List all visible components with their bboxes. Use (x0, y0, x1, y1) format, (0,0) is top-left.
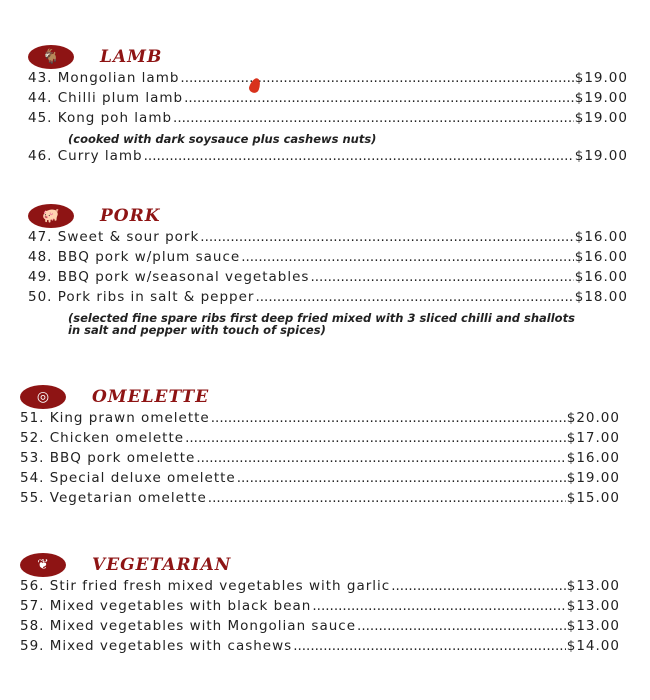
section-header (20, 384, 620, 410)
section-header (20, 552, 620, 578)
menu-item (20, 430, 620, 450)
section-vegetarian (20, 552, 620, 658)
menu-item (20, 618, 620, 638)
vegetable-icon: ❦ (20, 553, 66, 577)
item-name: 53. BBQ pork omelette (20, 450, 196, 466)
item-price: $13.00 (566, 578, 620, 594)
item-name: 59. Mixed vegetables with cashews (20, 638, 293, 654)
item-price: $16.00 (566, 450, 620, 466)
dot-leader (200, 229, 573, 245)
egg-icon: ◎ (20, 385, 66, 409)
menu-item (20, 470, 620, 490)
dot-leader (241, 249, 574, 265)
item-name: 44. Chilli plum lamb (28, 90, 184, 106)
dot-leader (180, 70, 573, 86)
item-price: $13.00 (566, 598, 620, 614)
item-name: 45. Kong poh lamb (28, 110, 173, 126)
item-name: 47. Sweet & sour pork (28, 229, 200, 245)
item-name: 49. BBQ pork w/seasonal vegetables (28, 269, 310, 285)
item-name: 56. Stir fried fresh mixed vegetables with garlic (20, 578, 391, 594)
menu-item (28, 289, 628, 309)
section-header (28, 203, 628, 229)
section-title: LAMB (100, 47, 163, 67)
item-price: $20.00 (566, 410, 620, 426)
menu-item (20, 490, 620, 510)
item-note: (selected fine spare ribs first deep fried mixed with 3 sliced chilli and shallots in salt and pepper with touch of spices) (68, 311, 575, 337)
item-name: 58. Mixed vegetables with Mongolian sauce (20, 618, 357, 634)
dot-leader (208, 490, 566, 506)
item-name: 48. BBQ pork w/plum sauce (28, 249, 241, 265)
item-name: 57. Mixed vegetables with black bean (20, 598, 312, 614)
section-omelette (20, 384, 620, 510)
item-price: $19.00 (574, 110, 628, 126)
item-price: $16.00 (574, 249, 628, 265)
dot-leader (144, 148, 574, 164)
item-price: $18.00 (574, 289, 628, 305)
dot-leader (237, 470, 566, 486)
menu-item (28, 90, 628, 110)
menu-item (28, 70, 628, 90)
item-price: $17.00 (566, 430, 620, 446)
dot-leader (185, 430, 566, 446)
menu-item (28, 269, 628, 289)
menu-item (20, 410, 620, 430)
item-name: 43. Mongolian lamb (28, 70, 180, 86)
section-title: OMELETTE (92, 387, 210, 407)
dot-leader (310, 269, 573, 285)
menu-item (20, 638, 620, 658)
item-price: $16.00 (574, 269, 628, 285)
item-price: $14.00 (566, 638, 620, 654)
menu-item (28, 148, 628, 168)
item-price: $19.00 (566, 470, 620, 486)
menu-item (28, 249, 628, 269)
item-price: $19.00 (574, 148, 628, 164)
section-pork (28, 203, 628, 339)
section-header (28, 44, 628, 70)
item-name: 54. Special deluxe omelette (20, 470, 236, 486)
dot-leader (357, 618, 566, 634)
dot-leader (173, 110, 574, 126)
item-price: $19.00 (574, 90, 628, 106)
menu-item (28, 110, 628, 130)
item-name: 51. King prawn omelette (20, 410, 210, 426)
item-name: 55. Vegetarian omelette (20, 490, 207, 506)
menu-item (20, 450, 620, 470)
item-price: $16.00 (574, 229, 628, 245)
dot-leader (312, 598, 565, 614)
dot-leader (196, 450, 565, 466)
dot-leader (211, 410, 566, 426)
item-price: $19.00 (574, 70, 628, 86)
item-price: $15.00 (566, 490, 620, 506)
dot-leader (293, 638, 566, 654)
item-note: (cooked with dark soysauce plus cashews nuts) (68, 132, 377, 146)
section-lamb (28, 44, 628, 168)
item-name: 52. Chicken omelette (20, 430, 185, 446)
dot-leader (184, 90, 574, 106)
dot-leader (391, 578, 566, 594)
item-price: $13.00 (566, 618, 620, 634)
menu-item (20, 598, 620, 618)
dot-leader (255, 289, 573, 305)
pig-icon: 🐖 (28, 204, 74, 228)
section-title: VEGETARIAN (92, 555, 232, 575)
item-name: 46. Curry lamb (28, 148, 143, 164)
lamb-icon: 🐐 (28, 45, 74, 69)
section-title: PORK (100, 206, 161, 226)
menu-item (28, 229, 628, 249)
item-name: 50. Pork ribs in salt & pepper (28, 289, 255, 305)
menu-item (20, 578, 620, 598)
